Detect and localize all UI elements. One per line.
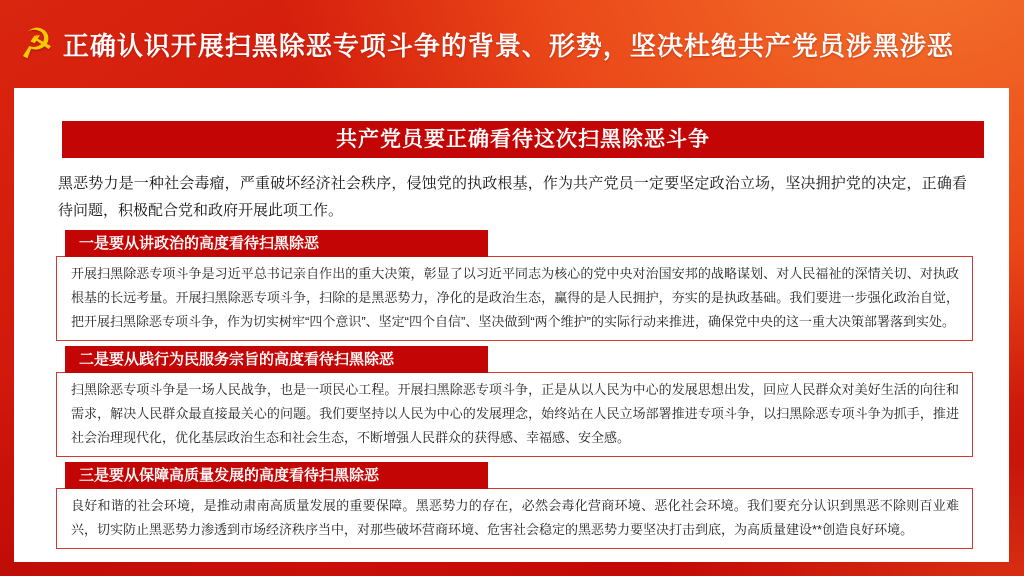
section-card-2 (56, 351, 973, 457)
sections-list (56, 235, 973, 549)
section-card-3 (56, 467, 973, 549)
section-1-title: 一是要从讲政治的高度看待扫黑除恶 (65, 230, 488, 257)
section-2-title: 二是要从践行为民服务宗旨的高度看待扫黑除恶 (65, 346, 488, 373)
content-panel (14, 88, 1009, 562)
party-emblem-icon: ☭ (14, 18, 57, 70)
section-2-body: 扫黑除恶专项斗争是一场人民战争，也是一项民心工程。开展扫黑除恶专项斗争，正是从以人民为中心的发展思想出发，回应人民群众对美好生活的向往和需求，解决人民群众最直接最关心的问题。我们要坚持以人民为中心的发展理念，始终站在人民立场部署推进专项斗争，以扫黑除恶专项斗争为抓手，推进社会治理现代化，优化基层政治生态和社会生态，不断增强人民群众的获得感、幸福感、安全感。 (71, 382, 959, 445)
section-3-title: 三是要从保障高质量发展的高度看待扫黑除恶 (65, 462, 488, 489)
slide-header (0, 0, 1024, 88)
slide-title: 正确认识开展扫黑除恶专项斗争的背景、形势，坚决杜绝共产党员涉黑涉恶 (62, 30, 954, 61)
section-3-body: 良好和谐的社会环境，是推动肃南高质量发展的重要保障。黑恶势力的存在，必然会毒化营商环境、恶化社会环境。我们要充分认识到黑恶不除则百业难兴，切实防止黑恶势力渗透到市场经济秩序当中，对那些破坏营商环境、危害社会稳定的黑恶势力要坚决打击到底，为高质量建设**创造良好环境。 (71, 498, 959, 537)
intro-paragraph: 黑恶势力是一种社会毒瘤，严重破坏经济社会秩序，侵蚀党的执政根基，作为共产党员一定要坚定政治立场，坚决拥护党的决定，正确看待问题，积极配合党和政府开展此项工作。 (58, 175, 967, 219)
section-banner-title: 共产党员要正确看待这次扫黑除恶斗争 (62, 121, 984, 158)
section-card-1 (56, 235, 973, 341)
section-1-body: 开展扫黑除恶专项斗争是习近平总书记亲自作出的重大决策，彰显了以习近平同志为核心的党中央对治国安邦的战略谋划、对人民福祉的深情关切、对执政根基的长远考量。开展扫黑除恶专项斗争，扫除的是黑恶势力，净化的是政治生态，赢得的是人民拥护，夯实的是执政基础。我们要进一步强化政治自觉，把开展扫黑除恶专项斗争，作为切实树牢“四个意识”、坚定“四个自信”、坚决做到“两个维护”的实际行动来推进，确保党中央的这一重大决策部署落到实处。 (71, 266, 959, 329)
